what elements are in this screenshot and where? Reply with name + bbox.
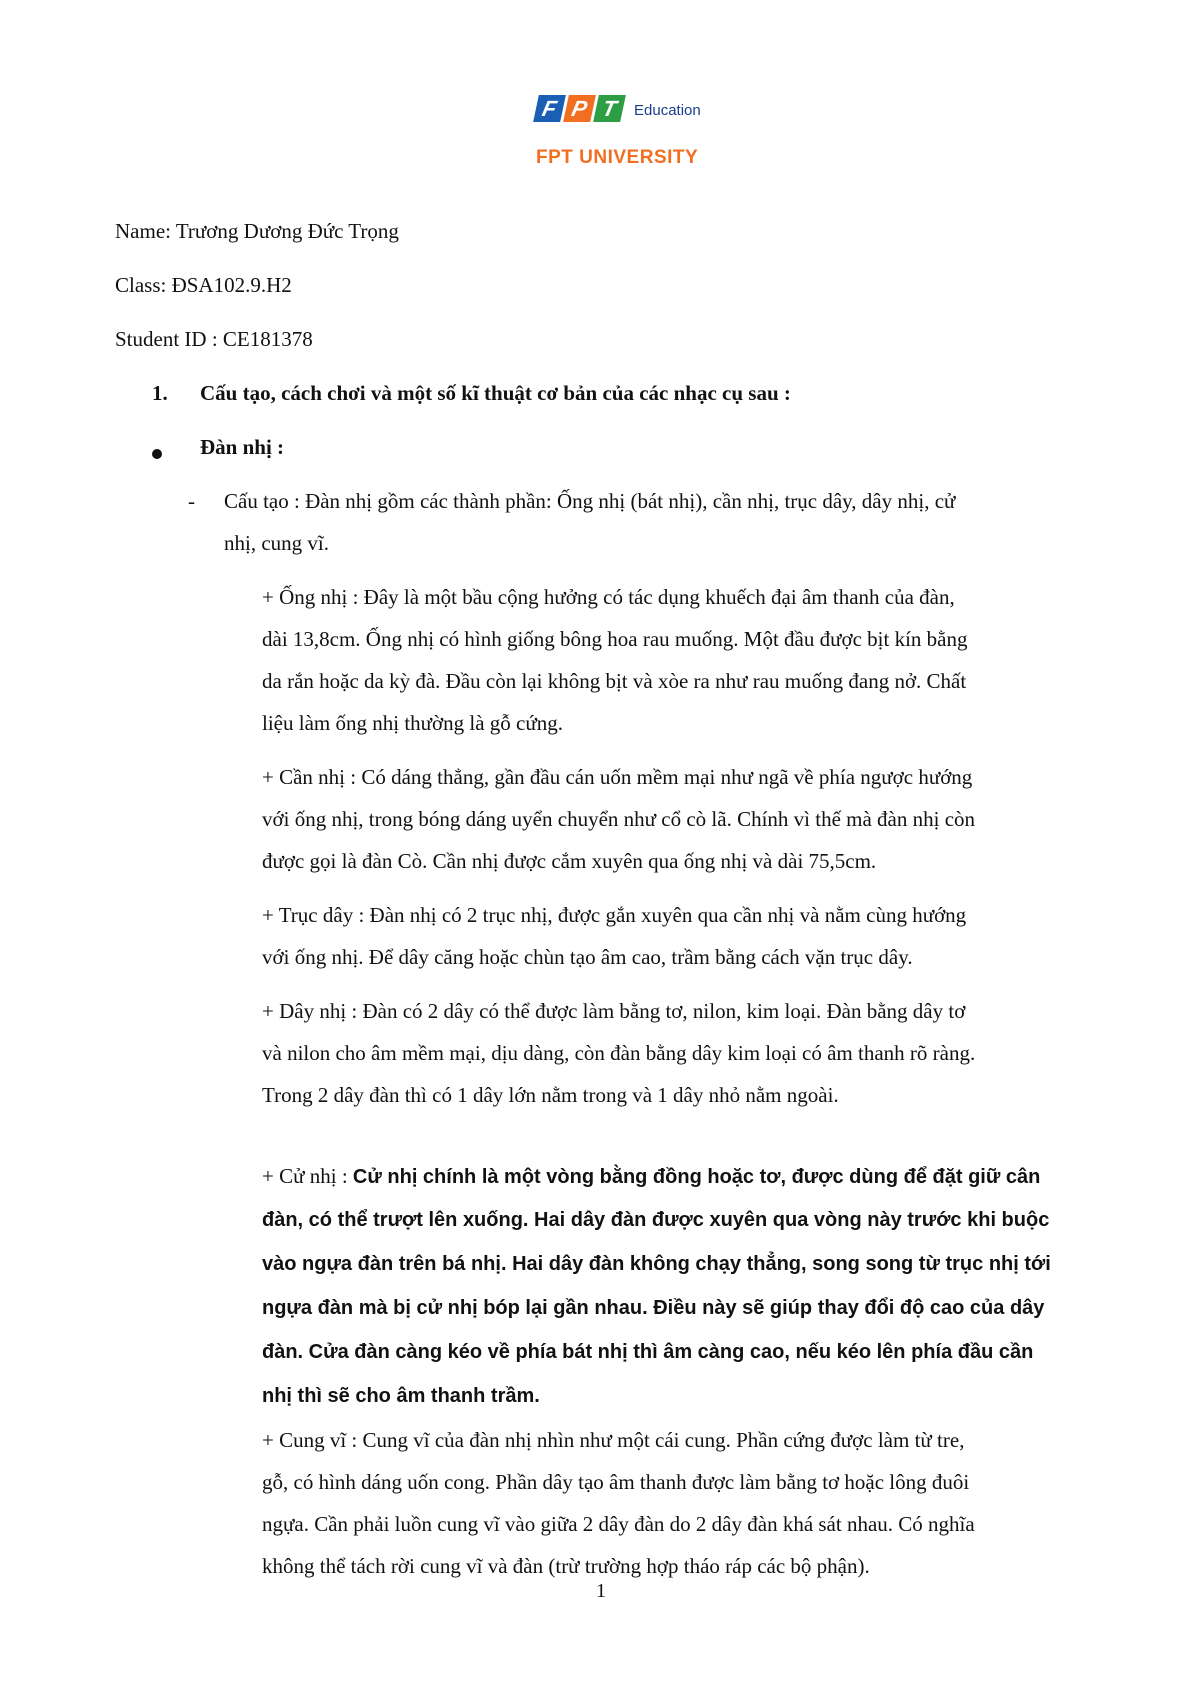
- cu-nhi-prefix: + Cử nhị :: [262, 1164, 353, 1188]
- cu-nhi-bold-text: Cử nhị chính là một vòng bằng đồng hoặc tơ, được dùng để đặt giữ cân: [352, 1166, 1041, 1188]
- paragraph-cung-vi-line: ngựa. Cần phải luồn cung vĩ vào giữa 2 dây đàn do 2 dây đàn khá sát nhau. Có nghĩa: [262, 1512, 975, 1536]
- paragraph-ong-nhi-line: + Ống nhị : Đây là một bầu cộng hưởng có tác dụng khuếch đại âm thanh của đàn,: [262, 585, 955, 609]
- logo-letter-t: T: [593, 95, 626, 122]
- paragraph-ong-nhi-line: liệu làm ống nhị thường là gỗ cứng.: [262, 711, 563, 735]
- paragraph-ong-nhi-line: da rắn hoặc da kỳ đà. Đầu còn lại không bịt và xòe ra như rau muống đang nở. Chất: [262, 669, 967, 693]
- paragraph-cung-vi-line: + Cung vĩ : Cung vĩ của đàn nhị nhìn như một cái cung. Phần cứng được làm từ tre,: [262, 1428, 965, 1452]
- logo-education-text: Education: [634, 102, 701, 119]
- paragraph-day-nhi-line: Trong 2 dây đàn thì có 1 dây lớn nằm trong và 1 dây nhỏ nằm ngoài.: [262, 1083, 839, 1107]
- student-id: Student ID : CE181378: [115, 327, 313, 351]
- paragraph-can-nhi-line: được gọi là đàn Cò. Cần nhị được cắm xuyên qua ống nhị và dài 75,5cm.: [262, 849, 877, 873]
- student-class: Class: ĐSA102.9.H2: [115, 273, 292, 297]
- intro-line: Cấu tạo : Đàn nhị gồm các thành phần: Ống nhị (bát nhị), cần nhị, trục dây, dây nhị, cử: [224, 489, 956, 513]
- paragraph-cu-nhi-line: vào ngựa đàn trên bá nhị. Hai dây đàn không chạy thẳng, song song từ trục nhị tới: [262, 1253, 1051, 1275]
- paragraph-truc-day-line: + Trục dây : Đàn nhị có 2 trục nhị, được gắn xuyên qua cần nhị và nằm cùng hướng: [262, 903, 967, 927]
- paragraph-cu-nhi-line: đàn, có thể trượt lên xuống. Hai dây đàn được xuyên qua vòng này trước khi buộc: [262, 1209, 1050, 1231]
- intro-line: nhị, cung vĩ.: [224, 531, 329, 555]
- logo-letter-f: F: [533, 95, 566, 122]
- fpt-logo: [536, 95, 706, 175]
- page-number: 1: [596, 1580, 606, 1602]
- logo-letter-p: P: [563, 95, 596, 122]
- logo-university-text: FPT UNIVERSITY: [536, 147, 699, 168]
- paragraph-can-nhi-line: + Cần nhị : Có dáng thẳng, gần đầu cán uốn mềm mại như ngã về phía ngược hướng: [262, 765, 973, 789]
- paragraph-ong-nhi-line: dài 13,8cm. Ống nhị có hình giống bông hoa rau muống. Một đầu được bịt kín bằng: [262, 627, 968, 651]
- paragraph-cu-nhi-first-line: [262, 1162, 1040, 1191]
- paragraph-truc-day-line: với ống nhị. Để dây căng hoặc chùn tạo âm cao, trầm bằng cách vặn trục dây.: [262, 945, 913, 969]
- section-number: 1.: [152, 381, 168, 405]
- paragraph-cung-vi-line: không thể tách rời cung vĩ và đàn (trừ trường hợp tháo ráp các bộ phận).: [262, 1554, 870, 1578]
- paragraph-day-nhi-line: + Dây nhị : Đàn có 2 dây có thể được làm bằng tơ, nilon, kim loại. Đàn bằng dây tơ: [262, 999, 966, 1023]
- bullet-dot: [152, 449, 162, 459]
- bullet-heading: Đàn nhị :: [200, 435, 285, 459]
- paragraph-cu-nhi-line: ngựa đàn mà bị cử nhị bóp lại gần nhau. Điều này sẽ giúp thay đổi độ cao của dây: [262, 1297, 1045, 1319]
- section-title: Cấu tạo, cách chơi và một số kĩ thuật cơ bản của các nhạc cụ sau :: [200, 381, 791, 405]
- dash-marker: -: [188, 489, 195, 513]
- paragraph-cu-nhi-line: nhị thì sẽ cho âm thanh trầm.: [262, 1385, 540, 1407]
- student-name: Name: Trương Dương Đức Trọng: [115, 219, 399, 243]
- paragraph-can-nhi-line: với ống nhị, trong bóng dáng uyển chuyển như cổ cò lã. Chính vì thế mà đàn nhị còn: [262, 807, 976, 831]
- paragraph-day-nhi-line: và nilon cho âm mềm mại, dịu dàng, còn đàn bằng dây kim loại có âm thanh rõ ràng.: [262, 1041, 976, 1065]
- paragraph-cung-vi-line: gỗ, có hình dáng uốn cong. Phần dây tạo âm thanh được làm bằng tơ hoặc lông đuôi: [262, 1470, 970, 1494]
- paragraph-cu-nhi-line: đàn. Cửa đàn càng kéo về phía bát nhị thì âm càng cao, nếu kéo lên phía đầu cần: [262, 1341, 1034, 1363]
